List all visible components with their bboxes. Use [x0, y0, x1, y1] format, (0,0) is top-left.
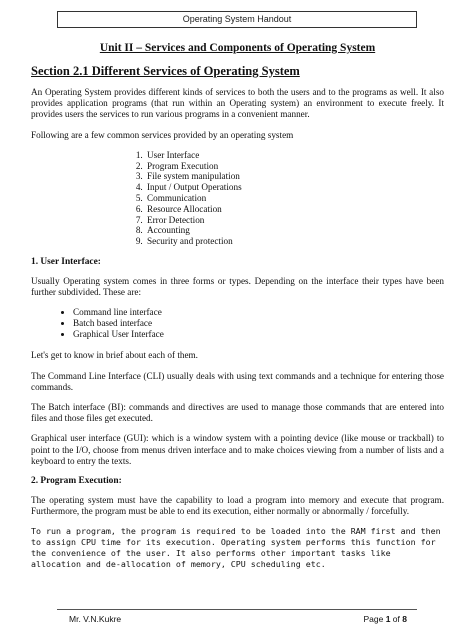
- page-header: Operating System Handout: [57, 11, 417, 28]
- total-pages: 8: [402, 614, 407, 624]
- service-item: 5. Communication: [145, 193, 444, 204]
- interface-type-item: • Command line interface: [73, 307, 444, 318]
- section-title: Section 2.1 Different Services of Operating System: [31, 64, 300, 78]
- user-interface-heading: 1. User Interface:: [31, 256, 101, 267]
- program-run-paragraph: To run a program, the program is required to be loaded into the RAM first and then to assign CPU time for its execution. Operating system performs this function for the convenience of the user. It also performs other important tasks like allocation and de-allocation of memory, CPU scheduling etc.: [31, 526, 441, 570]
- current-page: 1: [385, 614, 391, 624]
- page-number: [363, 614, 407, 624]
- unit-title: Unit II – Services and Components of Operating System: [99, 42, 376, 54]
- interface-type-item: • Batch based interface: [73, 318, 444, 329]
- service-item: 4. Input / Output Operations: [145, 182, 444, 193]
- cli-paragraph: The Command Line Interface (CLI) usually deals with using text commands and a technique for entering those commands.: [31, 370, 444, 392]
- service-item: 1. User Interface: [145, 150, 444, 161]
- program-execution-paragraph: The operating system must have the capability to load a program into memory and execute that program. Furthermore, the program must be able to end its execution, either normally or abnormally / forcefully.: [31, 495, 444, 517]
- brief-paragraph: Let's get to know in brief about each of them.: [31, 350, 198, 361]
- page-word: Page: [363, 614, 384, 624]
- service-item: 2. Program Execution: [145, 161, 444, 172]
- author-name: Mr. V.N.Kukre: [69, 614, 122, 624]
- gui-paragraph: Graphical user interface (GUI): which is a window system with a pointing device (like mouse or trackball) to point to the I/O, choose from menus driven interface and to make choices viewing from a number of lists and a keyboard to entry the texts.: [31, 433, 444, 466]
- service-item: 6. Resource Allocation: [145, 204, 444, 215]
- of-word: of: [392, 614, 400, 624]
- program-execution-heading: 2. Program Execution:: [31, 476, 122, 487]
- services-list: [31, 150, 444, 247]
- page-footer: [57, 609, 417, 624]
- service-item: 8. Accounting: [145, 225, 444, 236]
- service-item: 3. File system manipulation: [145, 171, 444, 182]
- intro-paragraph: An Operating System provides different kinds of services to both the users and to the programs as well. It also provides application programs (that run within an Operating system) an environment to execute freely. It provides users the services to run various programs in a convenient manner.: [31, 87, 444, 120]
- interface-type-item: • Graphical User Interface: [73, 329, 444, 340]
- page-content: [31, 42, 444, 570]
- batch-paragraph: The Batch interface (BI): commands and directives are used to manage those commands that are entered into files and those files get executed.: [31, 402, 444, 424]
- service-item: 9. Security and protection: [145, 236, 444, 247]
- interface-types-list: [31, 307, 444, 340]
- services-intro: Following are a few common services provided by an operating system: [31, 129, 294, 140]
- service-item: 7. Error Detection: [145, 215, 444, 226]
- ui-types-paragraph: Usually Operating system comes in three forms or types. Depending on the interface their types have been further subdivided. These are:: [31, 275, 444, 298]
